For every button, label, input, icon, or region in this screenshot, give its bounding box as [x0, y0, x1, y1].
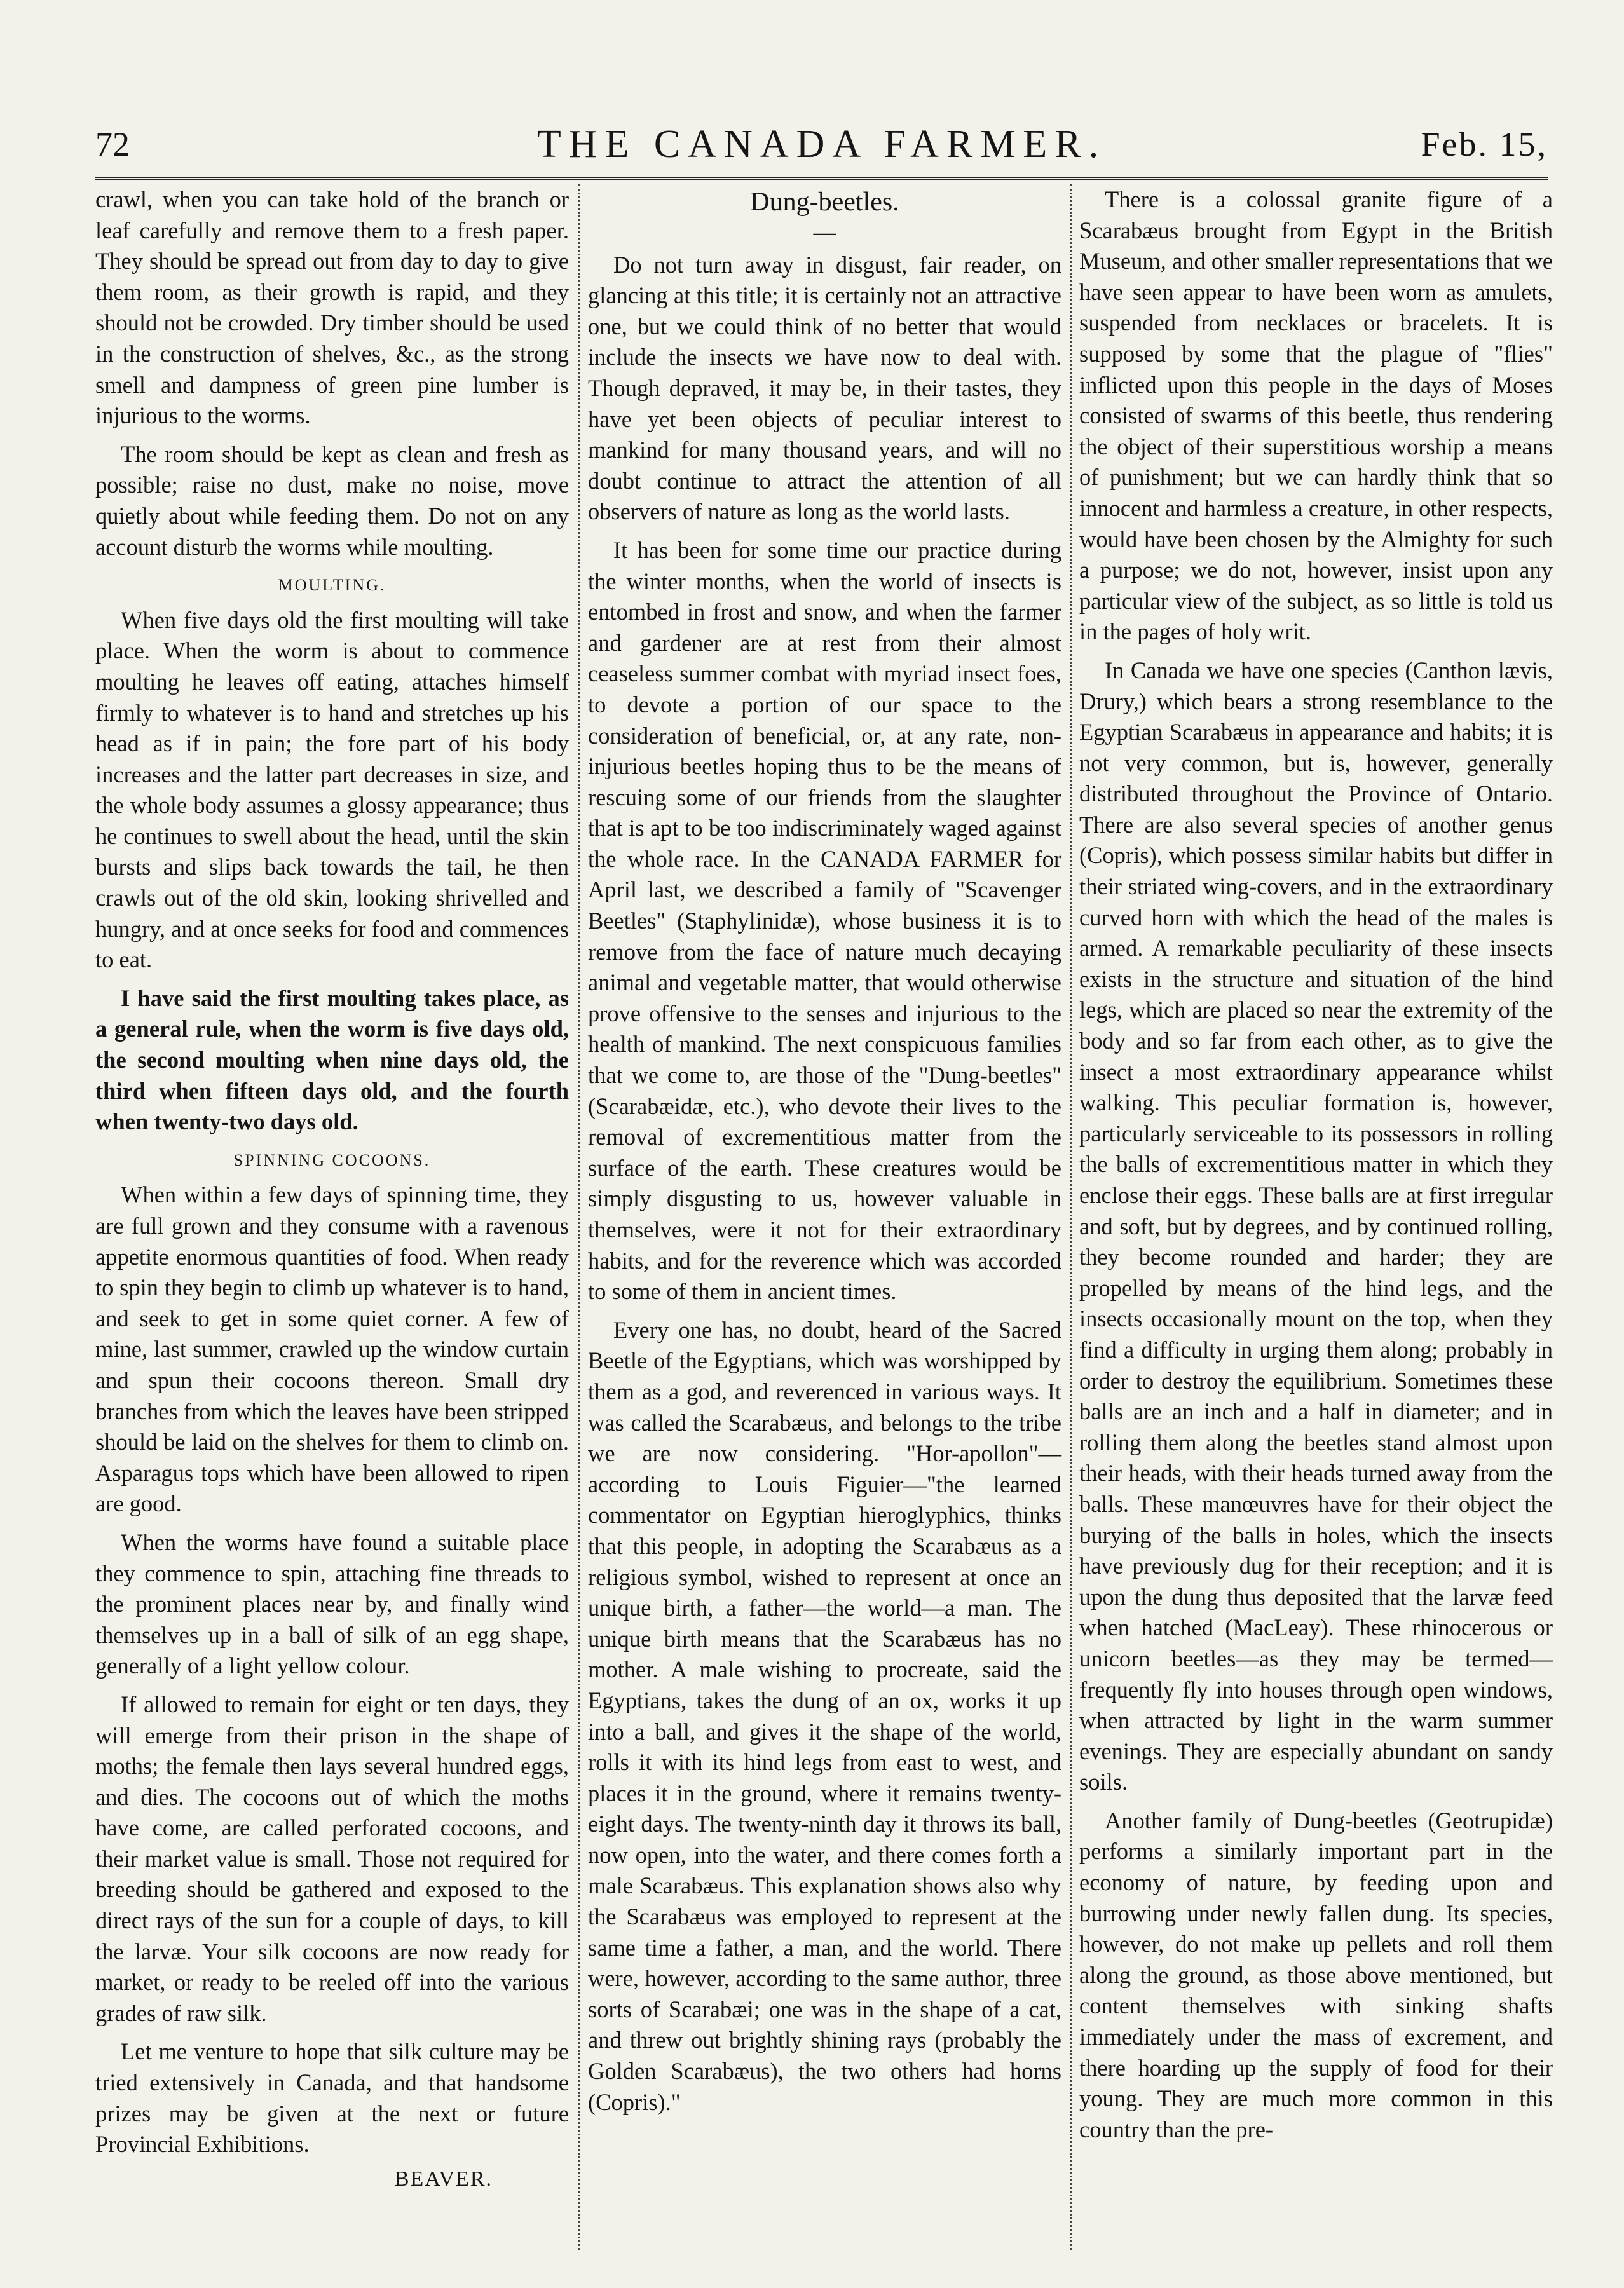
issue-date: Feb. 15, [1421, 125, 1548, 163]
page-number: 72 [95, 125, 130, 163]
paragraph: When within a few days of spinning time, they are full grown and they consume with a ravenous appetite enormous quantities of food. When ready to spin they begin to climb up whatever is to hand, and seek to get in some quiet corner. A few of mine, last summer, crawled up the window curtain and spun their cocoons thereon. Small dry branches from which the leaves have been stripped should be laid on the shelves for them to climb on. Asparagus tops which have been allowed to ripen are good. [95, 1181, 569, 1517]
newspaper-title: THE CANADA FARMER. [536, 123, 1107, 166]
paragraph: If allowed to remain for eight or ten days, they will emerge from their prison in the shape of moths; the female then lays several hundred eggs, and dies. The cocoons out of which the moths have come, are called perforated cocoons, and their market value is small. Those not required for breeding should be gathered and exposed to the direct rays of the sun for a couple of days, to kill the larvæ. Your silk cocoons are now ready for market, or ready to be reeled off into the various grades of raw silk. [95, 1691, 569, 2026]
article-title: Dung-beetles. [750, 187, 899, 217]
paragraph: Do not turn away in disgust, fair reader, on glancing at this title; it is certainly not an attractive one, but we could think of no better that would include the insects we have now to deal with. Though depraved, it may be, in their tastes, they have yet been objects of peculiar interest to mankind for many thousand years, and will no doubt continue to attract the attention of all observers of nature as long as the world lasts. [588, 251, 1061, 525]
paragraph: When the worms have found a suitable place they commence to spin, attaching fine threads to the prominent places near by, and finally wind themselves up in a ball of silk of an egg shape, generally of a light yellow colour. [95, 1529, 569, 1679]
paragraph: There is a colossal granite figure of a Scarabæus brought from Egypt in the British Museum, and other smaller representations that we have seen appear to have been worn as amulets, suspended from necklaces or bracelets. It is supposed by some that the plague of "flies" inflicted upon this people in the days of Moses consisted of swarms of this beetle, thus rendering the object of their superstitious worship a means of punishment; but we can hardly think that so innocent and harmless a creature, in other respects, would have been chosen by the Almighty for such a purpose; we do not, however, insist upon any particular view of the subject, as so little is told us in the pages of holy writ. [1079, 186, 1553, 645]
column-3 [1079, 184, 1553, 2153]
paragraph: Another family of Dung-beetles (Geotrupidæ) performs a similarly important part in the economy of nature, by feeding upon and burrowing under newly fallen dung. Its species, however, do not make up pellets and roll them along the ground, as those above mentioned, but content themselves with sinking shafts immediately under the mass of excrement, and there hoarding up the supply of food for their young. They are much more common in this country than the pre- [1079, 1807, 1553, 2142]
column-divider-2 [1070, 184, 1072, 2250]
paragraph: Let me venture to hope that silk culture may be tried extensively in Canada, and that handsome prizes may be given at the next or future Provincial Exhibitions. [95, 2038, 569, 2158]
title-dash: — [813, 219, 836, 245]
paragraph: It has been for some time our practice during the winter months, when the world of insects is entombed in frost and snow, and when the farmer and gardener are at rest from their almost ceaseless summer combat with myriad insect foes, to devote a portion of our space to the consideration of beneficial, or, at any rate, non-injurious beetles hoping thus to be the means of rescuing some of our friends from the slaughter that is apt to be too indiscriminately waged against the whole race. In the CANADA FARMER for April last, we described a family of "Scavenger Beetles" (Staphylinidæ), whose business it is to remove from the face of nature much decaying animal and vegetable matter, that would otherwise prove offensive to the senses and injurious to the health of mankind. The next conspicuous families that we come to, are those of the "Dung-beetles" (Scarabæidæ, etc.), who devote their lives to the removal of excrementitious matter from the surface of the earth. These creatures would be simply disgusting to us, however valuable in themselves, were it not for their extraordinary habits, and for the reverence which was accorded to some of them in ancient times. [588, 536, 1061, 1305]
column-divider-1 [578, 184, 580, 2250]
section-heading-spinning: SPINNING COCOONS. [233, 1150, 431, 1169]
paragraph: crawl, when you can take hold of the branch or leaf carefully and remove them to a fresh paper. They should be spread out from day to day to give them room, as their growth is rapid, and they should not be crowded. Dry timber should be used in the construction of shelves, &c., as the strong smell and dampness of green pine lumber is injurious to the worms. [95, 186, 569, 429]
header-rule [95, 177, 1548, 180]
section-heading-moulting: MOULTING. [278, 576, 386, 595]
author-signature: BEAVER. [394, 2167, 493, 2191]
paragraph: The room should be kept as clean and fresh as possible; raise no dust, make no noise, move quietly about while feeding them. Do not on any account disturb the worms while moulting. [95, 440, 569, 560]
column-2 [588, 184, 1061, 2125]
paragraph: Every one has, no doubt, heard of the Sacred Beetle of the Egyptians, which was worshipped by them as a god, and reverenced in various ways. It was called the Scarabæus, and belongs to the tribe we are now considering. "Hor-apollon"—according to Louis Figuier—"the learned commentator on Egyptian hieroglyphics, thinks that this people, in adopting the Scarabæus as a religious symbol, wished to represent at once an unique birth, a father—the world—a man. The unique birth means that the Scarabæus has no mother. A male wishing to procreate, said the Egyptians, takes the dung of an ox, works it up into a ball, and gives it the shape of the world, rolls it with its hind legs from east to west, and places it in the ground, where it remains twenty-eight days. The twenty-ninth day it throws its ball, now open, into the water, and there comes forth a male Scarabæus. This explanation shows also why the Scarabæus was employed to represent at the same time a father, a man, and the world. There were, however, according to the same author, three sorts of Scarabæi; one was in the shape of a cat, and threw out brightly shining rays (probably the Golden Scarabæus), the two others had horns (Copris)." [588, 1316, 1061, 2115]
column-1 [95, 184, 569, 2195]
masthead [95, 113, 1548, 170]
paragraph: In Canada we have one species (Canthon lævis, Drury,) which bears a strong resemblance to the Egyptian Scarabæus in appearance and habits; it is not very common, but is, however, generally distributed throughout the Province of Ontario. There are also several species of another genus (Copris), which possess similar habits but differ in their striated wing-covers, and in the extraordinary curved horn with which the head of the males is armed. A remarkable peculiarity of these insects exists in the structure and situation of the hind legs, which are placed so near the extremity of the body and so far from each other, as to give the insect a most extraordinary appearance whilst walking. This peculiar formation is, however, particularly serviceable to its possessors in rolling the balls of excrementitious matter in which they enclose their eggs. These balls are at first irregular and soft, but by degrees, and by continued rolling, they become rounded and harder; they are propelled by means of the hind legs, and the insects occasionally mount on the top, when they find a difficulty in urging them along; probably in order to destroy the equilibrium. Sometimes these balls are an inch and a half in diameter; and in rolling them along the beetles stand almost upon their heads, with their heads turned away from the balls. These manœuvres have for their object the burying of the balls in holes, which the insects have previously dug for their reception; and it is upon the dung thus deposited that the larvæ feed when hatched (MacLeay). These rhinocerous or unicorn beetles—as they may be termed—frequently fly into houses through open windows, when attracted by light in the warm summer evenings. They are especially abundant on sandy soils. [1079, 657, 1553, 1795]
paragraph: When five days old the first moulting will take place. When the worm is about to commence moulting he leaves off eating, attaches himself firmly to whatever is to hand and stretches up his head as if in pain; the fore part of his body increases and the latter part decreases in size, and the whole body assumes a glossy appearance; thus he continues to swell about the head, until the skin bursts and slips back towards the tail, he then crawls out of the old skin, looking shrivelled and hungry, and at once seeks for food and commences to eat. [95, 606, 569, 973]
paragraph: I have said the first moulting takes place, as a general rule, when the worm is five days old, the second moulting when nine days old, the third when fifteen days old, and the fourth when twenty-two days old. [95, 984, 569, 1135]
